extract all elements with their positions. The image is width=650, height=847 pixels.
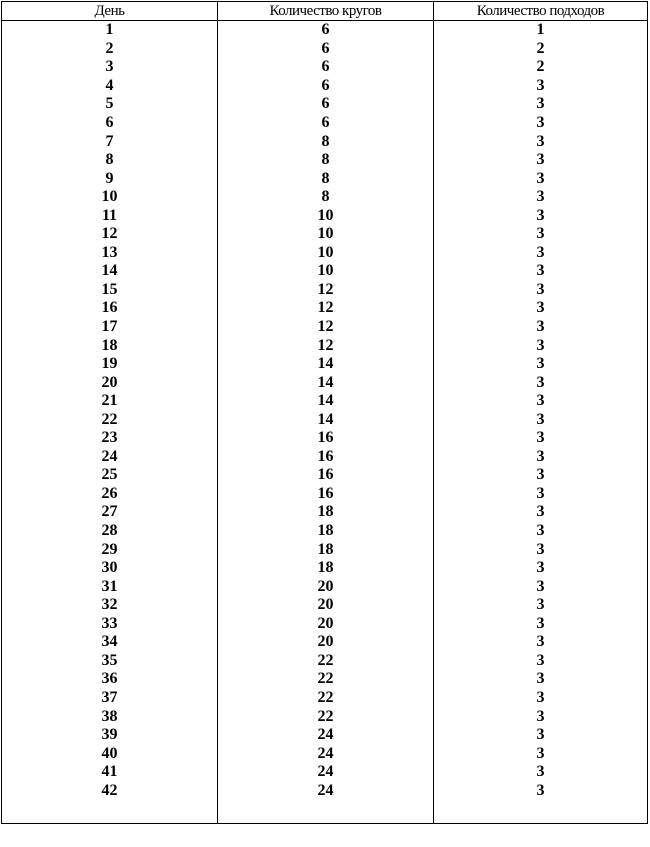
table-row <box>2 559 648 578</box>
table-row <box>2 577 648 596</box>
laps-cell: 10 <box>218 225 434 244</box>
sets-cell: 3 <box>434 485 648 504</box>
sets-cell: 3 <box>434 652 648 671</box>
laps-cell: 22 <box>218 707 434 726</box>
table-row <box>2 355 648 374</box>
laps-cell: 14 <box>218 410 434 429</box>
table-row <box>2 744 648 763</box>
header-laps: Количество кругов <box>218 2 434 21</box>
day-cell: 30 <box>2 559 218 578</box>
table-row <box>2 392 648 411</box>
day-cell: 34 <box>2 633 218 652</box>
day-cell: 14 <box>2 262 218 281</box>
laps-cell: 24 <box>218 744 434 763</box>
day-cell: 19 <box>2 355 218 374</box>
sets-cell: 3 <box>434 114 648 133</box>
table-row <box>2 781 648 800</box>
laps-cell: 8 <box>218 188 434 207</box>
sets-cell: 3 <box>434 522 648 541</box>
table-row <box>2 132 648 151</box>
sets-cell: 3 <box>434 225 648 244</box>
laps-cell: 14 <box>218 392 434 411</box>
table-row <box>2 503 648 522</box>
day-cell: 40 <box>2 744 218 763</box>
day-cell: 9 <box>2 169 218 188</box>
sets-cell: 3 <box>434 77 648 96</box>
laps-cell: 8 <box>218 132 434 151</box>
laps-cell: 16 <box>218 485 434 504</box>
laps-cell: 20 <box>218 615 434 634</box>
sets-cell: 3 <box>434 188 648 207</box>
day-cell: 11 <box>2 206 218 225</box>
table-row <box>2 206 648 225</box>
table-row <box>2 466 648 485</box>
laps-cell: 6 <box>218 95 434 114</box>
day-cell: 8 <box>2 151 218 170</box>
sets-cell: 3 <box>434 206 648 225</box>
laps-cell: 6 <box>218 114 434 133</box>
day-cell: 16 <box>2 299 218 318</box>
day-cell: 13 <box>2 244 218 263</box>
laps-cell: 16 <box>218 429 434 448</box>
table-row <box>2 58 648 77</box>
sets-cell: 2 <box>434 58 648 77</box>
table-body <box>2 21 648 824</box>
table-row <box>2 707 648 726</box>
sets-cell: 3 <box>434 373 648 392</box>
sets-cell: 3 <box>434 132 648 151</box>
sets-cell: 2 <box>434 40 648 59</box>
day-cell: 7 <box>2 132 218 151</box>
laps-cell: 14 <box>218 373 434 392</box>
sets-cell: 3 <box>434 689 648 708</box>
day-cell: 2 <box>2 40 218 59</box>
laps-cell: 6 <box>218 58 434 77</box>
laps-cell: 18 <box>218 559 434 578</box>
day-cell: 22 <box>2 410 218 429</box>
header-row <box>2 2 648 21</box>
table-row <box>2 615 648 634</box>
laps-cell: 22 <box>218 652 434 671</box>
sets-cell: 3 <box>434 540 648 559</box>
sets-cell: 3 <box>434 448 648 467</box>
laps-cell: 6 <box>218 40 434 59</box>
sets-cell: 3 <box>434 392 648 411</box>
sets-cell: 3 <box>434 95 648 114</box>
table-row <box>2 225 648 244</box>
training-schedule-table <box>1 1 648 824</box>
laps-cell: 12 <box>218 336 434 355</box>
laps-cell: 24 <box>218 763 434 782</box>
day-cell: 32 <box>2 596 218 615</box>
table-row <box>2 596 648 615</box>
laps-cell: 10 <box>218 244 434 263</box>
day-cell: 39 <box>2 726 218 745</box>
table-row <box>2 77 648 96</box>
day-cell: 41 <box>2 763 218 782</box>
laps-cell: 24 <box>218 781 434 800</box>
sets-cell: 3 <box>434 633 648 652</box>
sets-cell: 3 <box>434 169 648 188</box>
header-day: День <box>2 2 218 21</box>
sets-cell: 3 <box>434 355 648 374</box>
laps-cell: 18 <box>218 503 434 522</box>
table-row <box>2 151 648 170</box>
day-cell: 15 <box>2 281 218 300</box>
laps-cell: 6 <box>218 77 434 96</box>
day-cell: 17 <box>2 318 218 337</box>
sets-cell: 3 <box>434 318 648 337</box>
table-row <box>2 40 648 59</box>
day-cell: 12 <box>2 225 218 244</box>
day-cell: 26 <box>2 485 218 504</box>
day-cell: 21 <box>2 392 218 411</box>
empty-cell <box>434 800 648 824</box>
table-row <box>2 169 648 188</box>
sets-cell: 3 <box>434 577 648 596</box>
laps-cell: 16 <box>218 466 434 485</box>
sets-cell: 3 <box>434 410 648 429</box>
sets-cell: 3 <box>434 151 648 170</box>
table-row <box>2 670 648 689</box>
empty-cell <box>218 800 434 824</box>
day-cell: 29 <box>2 540 218 559</box>
day-cell: 27 <box>2 503 218 522</box>
day-cell: 20 <box>2 373 218 392</box>
laps-cell: 8 <box>218 151 434 170</box>
table-row <box>2 373 648 392</box>
table-row <box>2 262 648 281</box>
table-row <box>2 652 648 671</box>
table-row <box>2 410 648 429</box>
sets-cell: 3 <box>434 466 648 485</box>
sets-cell: 3 <box>434 615 648 634</box>
laps-cell: 20 <box>218 596 434 615</box>
sets-cell: 3 <box>434 429 648 448</box>
sets-cell: 3 <box>434 763 648 782</box>
table-header <box>2 2 648 21</box>
table-row <box>2 522 648 541</box>
table-row <box>2 689 648 708</box>
table-row <box>2 429 648 448</box>
table-row <box>2 540 648 559</box>
table-row <box>2 318 648 337</box>
laps-cell: 16 <box>218 448 434 467</box>
day-cell: 24 <box>2 448 218 467</box>
laps-cell: 12 <box>218 318 434 337</box>
day-cell: 23 <box>2 429 218 448</box>
day-cell: 28 <box>2 522 218 541</box>
sets-cell: 3 <box>434 726 648 745</box>
laps-cell: 18 <box>218 540 434 559</box>
laps-cell: 10 <box>218 206 434 225</box>
table-bottom-filler <box>2 800 648 824</box>
sets-cell: 3 <box>434 559 648 578</box>
sets-cell: 1 <box>434 21 648 40</box>
table-row <box>2 281 648 300</box>
laps-cell: 12 <box>218 281 434 300</box>
table-row <box>2 448 648 467</box>
day-cell: 37 <box>2 689 218 708</box>
table-row <box>2 299 648 318</box>
day-cell: 35 <box>2 652 218 671</box>
day-cell: 18 <box>2 336 218 355</box>
table-row <box>2 244 648 263</box>
sets-cell: 3 <box>434 336 648 355</box>
header-sets: Количество подходов <box>434 2 648 21</box>
laps-cell: 20 <box>218 633 434 652</box>
laps-cell: 22 <box>218 670 434 689</box>
table-row <box>2 188 648 207</box>
table-row <box>2 726 648 745</box>
day-cell: 36 <box>2 670 218 689</box>
laps-cell: 24 <box>218 726 434 745</box>
day-cell: 33 <box>2 615 218 634</box>
table-row <box>2 763 648 782</box>
day-cell: 6 <box>2 114 218 133</box>
laps-cell: 10 <box>218 262 434 281</box>
day-cell: 38 <box>2 707 218 726</box>
day-cell: 31 <box>2 577 218 596</box>
table-row <box>2 485 648 504</box>
day-cell: 4 <box>2 77 218 96</box>
sets-cell: 3 <box>434 744 648 763</box>
table-row <box>2 633 648 652</box>
day-cell: 3 <box>2 58 218 77</box>
sets-cell: 3 <box>434 244 648 263</box>
laps-cell: 12 <box>218 299 434 318</box>
table-row <box>2 95 648 114</box>
laps-cell: 8 <box>218 169 434 188</box>
day-cell: 5 <box>2 95 218 114</box>
laps-cell: 14 <box>218 355 434 374</box>
laps-cell: 18 <box>218 522 434 541</box>
sets-cell: 3 <box>434 299 648 318</box>
day-cell: 42 <box>2 781 218 800</box>
sets-cell: 3 <box>434 781 648 800</box>
sets-cell: 3 <box>434 262 648 281</box>
day-cell: 25 <box>2 466 218 485</box>
table-row <box>2 114 648 133</box>
table-row <box>2 21 648 40</box>
day-cell: 1 <box>2 21 218 40</box>
table-row <box>2 336 648 355</box>
sets-cell: 3 <box>434 596 648 615</box>
sets-cell: 3 <box>434 281 648 300</box>
sets-cell: 3 <box>434 670 648 689</box>
laps-cell: 22 <box>218 689 434 708</box>
sets-cell: 3 <box>434 707 648 726</box>
day-cell: 10 <box>2 188 218 207</box>
laps-cell: 6 <box>218 21 434 40</box>
laps-cell: 20 <box>218 577 434 596</box>
sets-cell: 3 <box>434 503 648 522</box>
empty-cell <box>2 800 218 824</box>
